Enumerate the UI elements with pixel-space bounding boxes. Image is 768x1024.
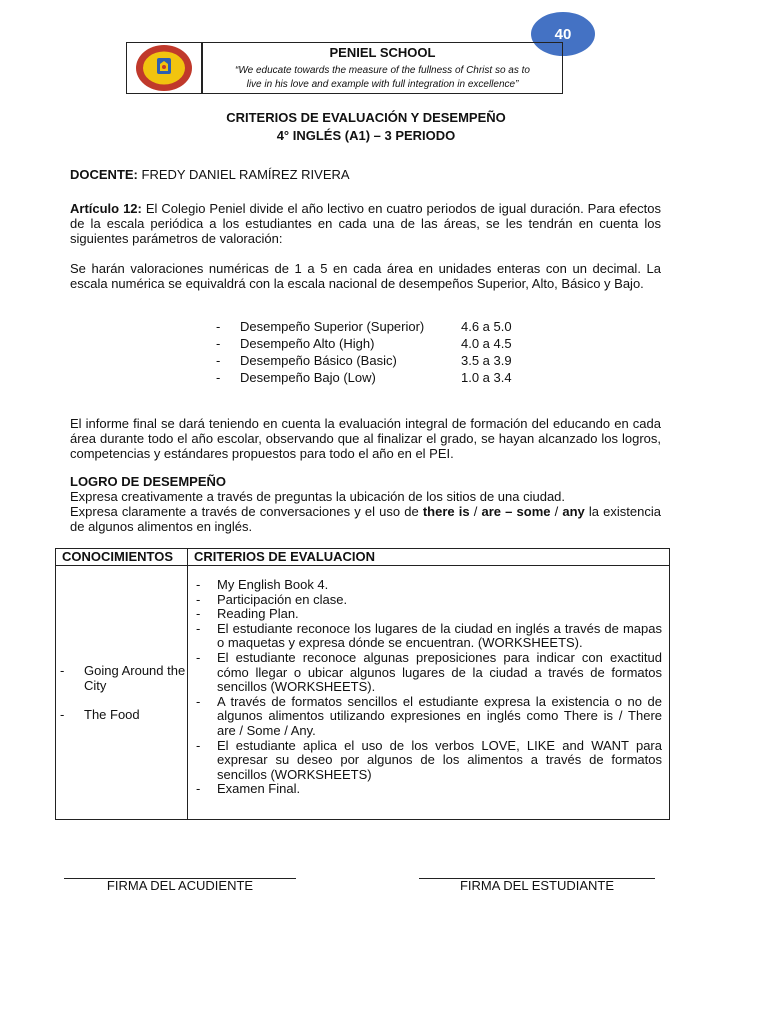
document-subtitle: 4° INGLÉS (A1) – 3 PERIODO <box>276 128 456 143</box>
school-name: PENIEL SCHOOL <box>329 45 436 60</box>
article-label: Artículo 12: <box>70 201 142 216</box>
article-text: El Colegio Peniel divide el año lectivo en cuatro periodos de igual duración. Para efectos de la escala periódica a los estudiantes en cada una de las áreas, se les tendrán en cuenta los siguientes parámetros de valoración: <box>70 201 661 246</box>
scale-range: 4.0 a 4.5 <box>461 336 512 351</box>
criteria-item: - El estudiante aplica el uso de los verbos LOVE, LIKE and WANT para expresar su deseo por algunos de los alimentos a través de formatos sencillos (WORKSHEETS) <box>188 739 669 783</box>
criteria-item: - Reading Plan. <box>188 607 669 622</box>
scale-row: - Desempeño Alto (High) 4.0 a 4.5 <box>216 336 512 351</box>
school-logo <box>134 44 194 92</box>
criteria-cell <box>188 566 670 820</box>
page-number-badge: 40 <box>531 12 595 56</box>
achievement-line-1: Expresa creativamente a través de preguntas la ubicación de los sitios de una ciudad. <box>70 489 566 504</box>
header-criteria: CRITERIOS DE EVALUACION <box>188 549 670 566</box>
school-logo-frame <box>126 42 202 94</box>
final-report-paragraph: El informe final se dará teniendo en cuenta la evaluación integral de formación del educando en cada área durante todo el año escolar, observando que al finalizar el grado, se hayan alcanzado los logros, competencias y estándares propuestos para todo el año en el PEI. <box>70 416 661 461</box>
topics-list <box>56 663 187 722</box>
article-paragraph <box>70 201 661 246</box>
achievement-heading: LOGRO DE DESEMPEÑO <box>70 474 227 489</box>
scale-row: - Desempeño Superior (Superior) 4.6 a 5.0 <box>216 319 512 334</box>
scale-row: - Desempeño Bajo (Low) 1.0 a 3.4 <box>216 370 512 385</box>
school-motto: “We educate towards the measure of the fullness of Christ so as to live in his love and example with full integration in excellence” <box>235 65 530 90</box>
achievement-section <box>70 474 661 534</box>
teacher-label: DOCENTE: <box>70 167 138 182</box>
topic-item: - Going Around the City <box>56 663 187 693</box>
scale-label: Desempeño Básico (Basic) <box>240 353 397 368</box>
guardian-signature-label: FIRMA DEL ACUDIENTE <box>106 878 254 893</box>
document-title: CRITERIOS DE EVALUACIÓN Y DESEMPEÑO <box>226 110 506 125</box>
criteria-item: - My English Book 4. <box>188 578 669 593</box>
scale-range: 3.5 a 3.9 <box>461 353 512 368</box>
scale-intro: Se harán valoraciones numéricas de 1 a 5 en cada área en unidades enteras con un decimal. La escala numérica se equivaldrá con la escala nacional de desempeños Superior, Alto, Básico y Bajo. <box>70 261 661 291</box>
criteria-list <box>188 578 669 797</box>
scale-row: - Desempeño Básico (Basic) 3.5 a 3.9 <box>216 353 512 368</box>
header-knowledge: CONOCIMIENTOS <box>56 549 188 566</box>
scale-label: Desempeño Superior (Superior) <box>240 319 425 334</box>
scale-label: Desempeño Bajo (Low) <box>240 370 376 385</box>
topic-item: - The Food <box>56 707 187 722</box>
criteria-table <box>55 548 670 820</box>
school-header <box>202 42 563 94</box>
criteria-item: - Examen Final. <box>188 782 669 797</box>
criteria-item: - A través de formatos sencillos el estudiante expresa la existencia o no de algunos alimentos utilizando expresiones en inglés como There is / There are / Some / Any. <box>188 695 669 739</box>
criteria-item: - El estudiante reconoce algunas preposiciones para indicar con exactitud cómo llegar o ubicar algunos lugares de la ciudad a través de formatos sencillos (WORKSHEETS). <box>188 651 669 695</box>
scale-range: 4.6 a 5.0 <box>461 319 512 334</box>
scale-label: Desempeño Alto (High) <box>240 336 375 351</box>
achievement-line-2: Expresa claramente a través de conversaciones y el uso de there is / are – some / any la existencia de algunos alimentos en inglés. <box>70 504 661 534</box>
student-signature-label: FIRMA DEL ESTUDIANTE <box>459 878 615 893</box>
scale-range: 1.0 a 3.4 <box>461 370 512 385</box>
knowledge-cell <box>56 566 188 820</box>
criteria-item: - Participación en clase. <box>188 593 669 608</box>
teacher-name: FREDY DANIEL RAMÍREZ RIVERA <box>141 167 350 182</box>
criteria-item: - El estudiante reconoce los lugares de la ciudad en inglés a través de mapas o maquetas y expresa dónde se encuentran. (WORKSHEETS). <box>188 622 669 651</box>
teacher-line <box>70 167 661 182</box>
